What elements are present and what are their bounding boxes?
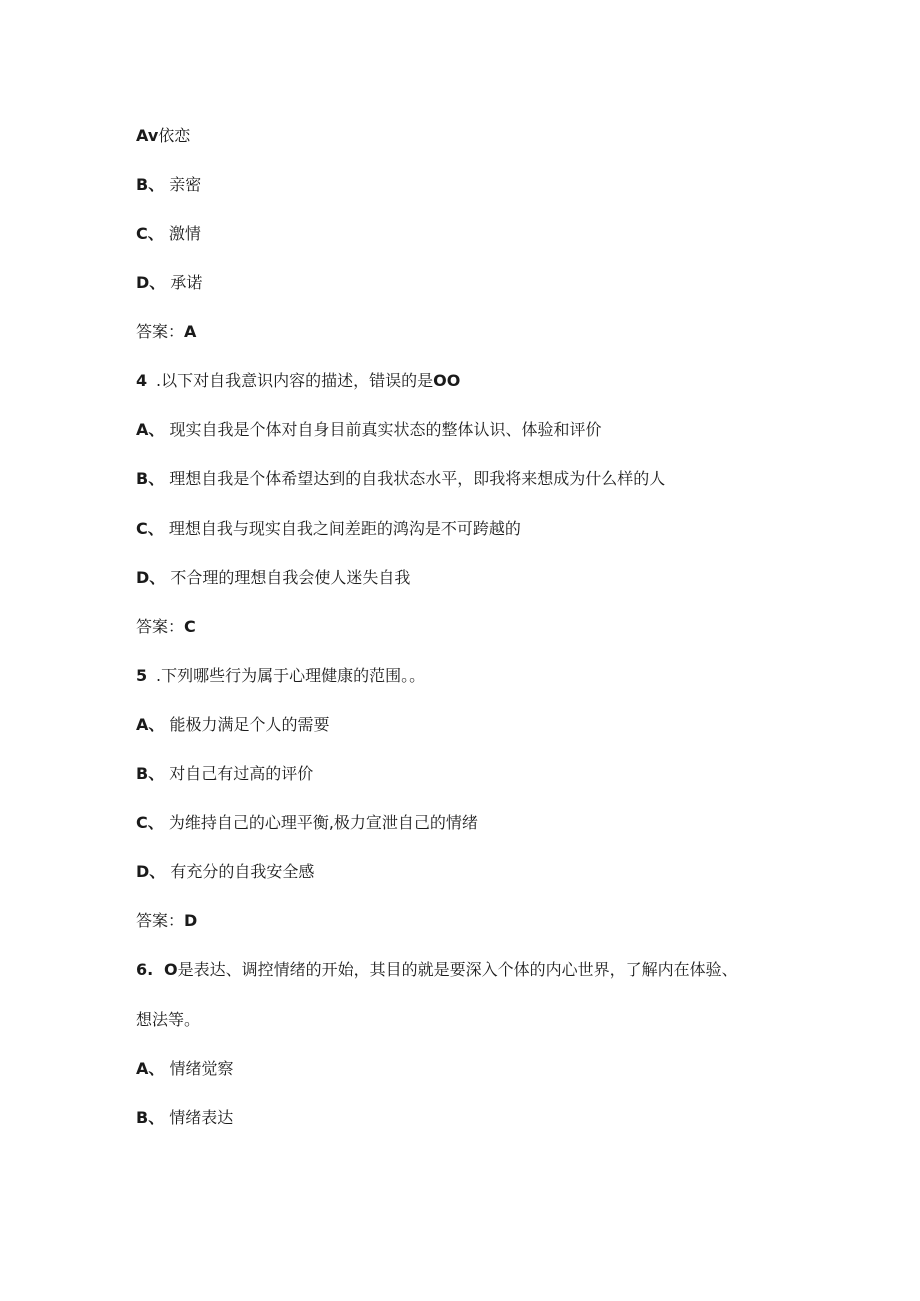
option-label: C、	[136, 813, 164, 832]
option-text: 理想自我是个体希望达到的自我状态水平，即我将来想成为什么样的人	[169, 469, 666, 488]
option-label: B、	[136, 175, 165, 194]
q3-option-d	[136, 273, 202, 293]
option-text: 情绪觉察	[169, 1059, 234, 1078]
answer-value: C	[184, 617, 196, 636]
question-number: 6.	[136, 960, 154, 979]
answer-prefix: 答案：	[136, 911, 185, 930]
option-label: B、	[136, 1108, 165, 1127]
q6-option-a	[136, 1059, 234, 1079]
q4-answer	[136, 617, 196, 637]
question-text-continued: 想法等。	[136, 1010, 201, 1029]
question-blank: OO	[433, 371, 461, 390]
option-label: C、	[136, 519, 164, 538]
option-text: 能极力满足个人的需要	[169, 715, 330, 734]
q4-option-d	[136, 568, 410, 588]
q4-option-a	[136, 420, 602, 440]
question-text: 是表达、调控情绪的开始，其目的就是要深入个体的内心世界，了解内在体验、	[177, 960, 738, 979]
q3-option-a	[136, 126, 190, 146]
option-text: 激情	[168, 224, 201, 243]
q3-option-b	[136, 175, 201, 195]
q4-option-b	[136, 469, 665, 489]
option-label: A、	[136, 420, 165, 439]
option-text: 承诺	[170, 273, 203, 292]
option-label: B、	[136, 764, 165, 783]
option-text: 对自己有过高的评价	[169, 764, 314, 783]
option-label: A、	[136, 1059, 165, 1078]
question-text: .以下对自我意识内容的描述，错误的是	[156, 371, 434, 390]
q5-option-d	[136, 862, 314, 882]
q6-stem-line1	[136, 960, 738, 980]
answer-prefix: 答案：	[136, 322, 185, 341]
option-text: 现实自我是个体对自身目前真实状态的整体认识、体验和评价	[169, 420, 602, 439]
q5-option-b	[136, 764, 313, 784]
q5-answer	[136, 911, 197, 931]
answer-value: D	[184, 911, 198, 930]
option-text: 情绪表达	[169, 1108, 234, 1127]
answer-prefix: 答案：	[136, 617, 185, 636]
answer-value: A	[184, 322, 197, 341]
option-label: B、	[136, 469, 165, 488]
option-text: 不合理的理想自我会使人迷失自我	[170, 568, 411, 587]
option-label: A、	[136, 715, 165, 734]
q5-option-a	[136, 715, 330, 735]
option-text: 有充分的自我安全感	[170, 862, 315, 881]
question-text: .下列哪些行为属于心理健康的范围。。	[156, 666, 426, 685]
q6-stem-line2	[136, 1010, 200, 1030]
q3-answer	[136, 322, 196, 342]
option-label: C、	[136, 224, 164, 243]
option-text: 依恋	[158, 126, 191, 145]
option-label: D、	[136, 568, 166, 587]
option-text: 为维持自己的心理平衡,极力宣泄自己的情绪	[168, 813, 478, 832]
option-text: 亲密	[169, 175, 202, 194]
q5-stem	[136, 666, 425, 686]
option-label: Av	[136, 126, 159, 145]
option-label: D、	[136, 862, 166, 881]
option-text: 理想自我与现实自我之间差距的鸿沟是不可跨越的	[168, 519, 521, 538]
q4-option-c	[136, 519, 521, 539]
q6-option-b	[136, 1108, 233, 1128]
q5-option-c	[136, 813, 478, 833]
q4-stem	[136, 371, 460, 391]
question-blank: O	[164, 960, 178, 979]
q3-option-c	[136, 224, 201, 244]
option-label: D、	[136, 273, 166, 292]
question-number: 4	[136, 371, 148, 390]
question-number: 5	[136, 666, 148, 685]
